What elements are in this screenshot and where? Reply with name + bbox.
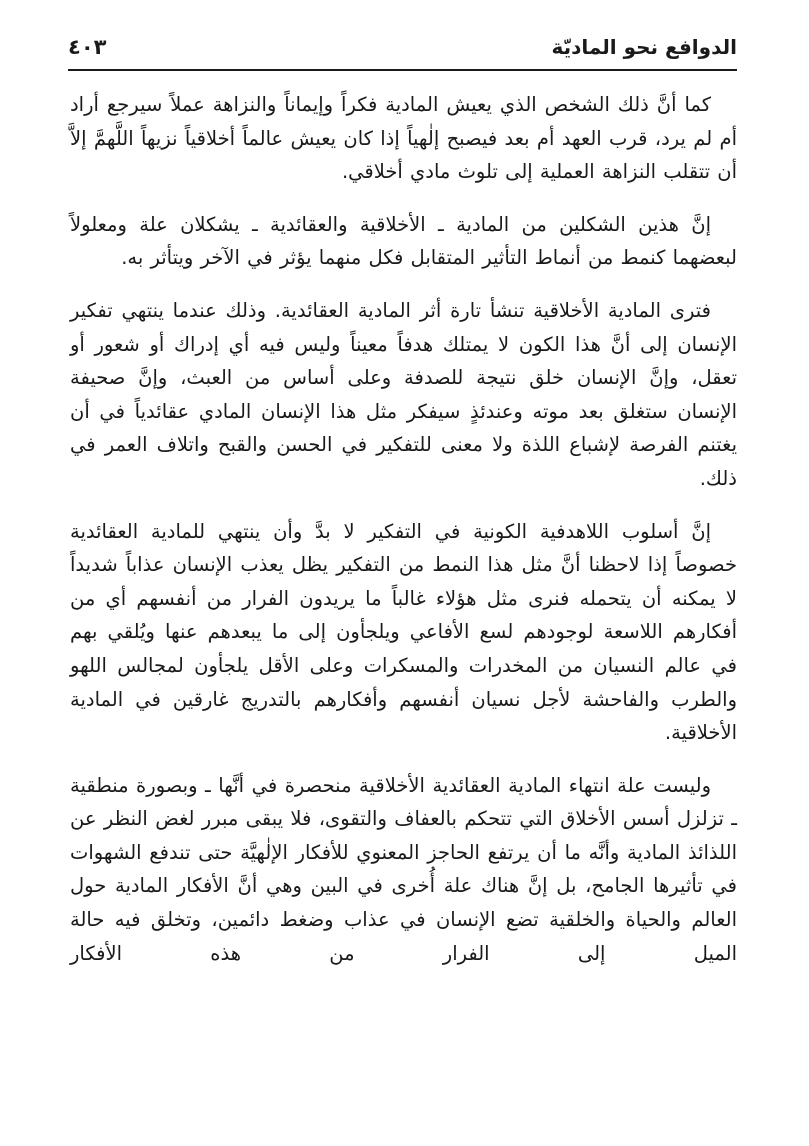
paragraph: إنَّ أسلوب اللاهدفية الكونية في التفكير لا بدَّ وأن ينتهي للمادية العقائدية خصوصاً إذا لاحظنا أنَّ مثل هذا النمط من التفكير يظل يعذب الإنسان عذاباً شديداً لا يمكنه أن يتحمله فنرى مثل هؤلاء غالباً ما يريدون الفرار من أنفسهم أي من أفكارهم اللاسعة لوجودهم لسع الأفاعي ويلجأون إلى ما يبعدهم عنها ويُلقي بهم في عالم النسيان من المخدرات والمسكرات وعلى الأقل يلجأون لمجالس اللهو والطرب والفاحشة لأجل نسيان أنفسهم وأفكارهم بالتدريج غارقين في المادية الأخلاقية. (70, 519, 737, 745)
body-text (70, 88, 737, 989)
header-divider (68, 69, 737, 71)
page-header (68, 30, 737, 64)
running-title: الدوافع نحو الماديّة (551, 35, 737, 59)
page-number: ٤٠٣ (68, 34, 107, 59)
paragraph: وليست علة انتهاء المادية العقائدية الأخلاقية منحصرة في أنَّها ـ وبصورة منطقية ـ تزلزل أسس الأخلاق التي تتحكم بالعفاف والتقوى، فلا يبقى مبرر لغض النظر عن اللذائذ المادية وأنَّه ما أن يرتفع الحاجز المعنوي للأفكار الإلٰهيَّة حتى تندفع الشهوات في تأثيرها الجامح، بل إنَّ هناك علة أُخرى في البين وهي أنَّ الأفكار المادية حول العالم والحياة والخلقية تضع الإنسان في عذاب وضغط دائمين، وتخلق فيه حالة الميل إلى الفرار من هذه الأفكار (70, 773, 737, 965)
paragraph: فترى المادية الأخلاقية تنشأ تارة أثر المادية العقائدية. وذلك عندما ينتهي تفكير الإنسان إلى أنَّ هذا الكون لا يمتلك هدفاً معيناً وليس فيه أي إدراك أو شعور أو تعقل، وإنَّ الإنسان خلق نتيجة للصدفة وعلى أساس من العبث، وإنَّ صحيفة الإنسان ستغلق بعد موته وعندئذٍ سيفكر مثل هذا الإنسان المادي عقائدياً في أن يغتنم الفرصة لإشباع اللذة ولا معنى للتفكير في الحسن والقبح واتلاف العمر في ذلك. (70, 298, 737, 490)
paragraph: كما أنَّ ذلك الشخص الذي يعيش المادية فكراً وإيماناً والنزاهة عملاً سيرجع أراد أم لم يرد، قرب العهد أم بعد فيصبح إلٰهياً إذا كان يعيش عالماً أخلاقياً نزيهاً اللَّهمَّ إلاَّ أن تتقلب النزاهة العملية إلى تلوث مادي أخلاقي. (70, 93, 737, 184)
paragraph: إنَّ هذين الشكلين من المادية ـ الأخلاقية والعقائدية ـ يشكلان علة ومعلولاً لبعضهما كنمط من أنماط التأثير المتقابل فكل منهما يؤثر في الآخر ويتأثر به. (70, 212, 737, 270)
